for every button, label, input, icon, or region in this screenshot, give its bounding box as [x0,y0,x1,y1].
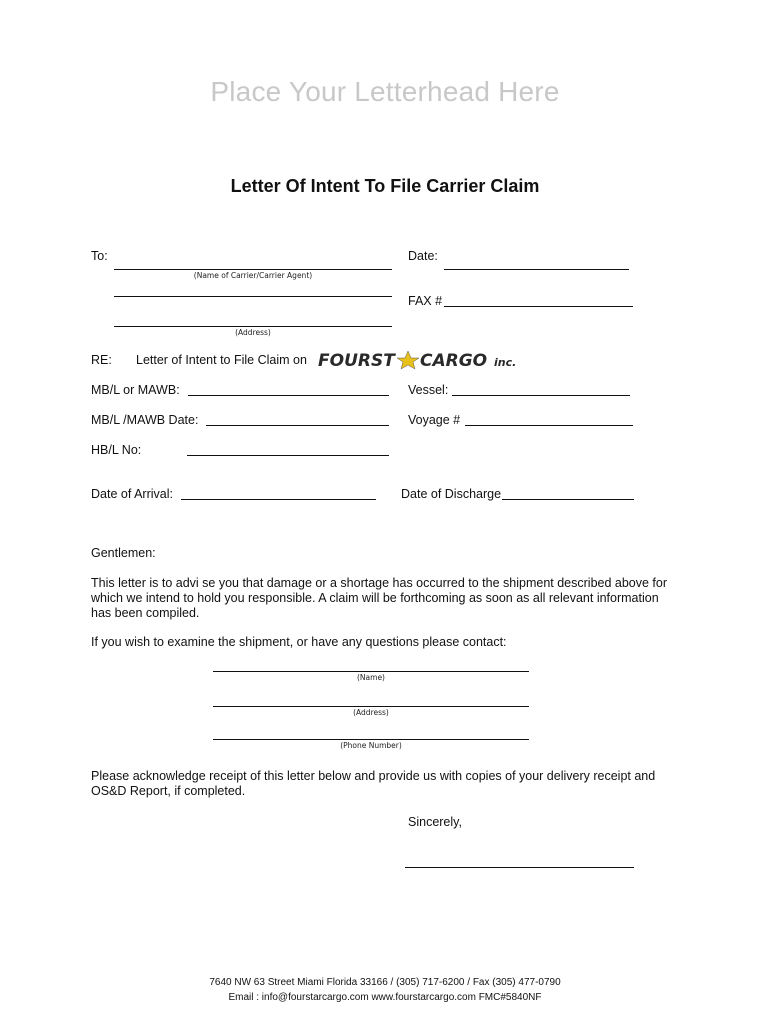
voyage-line[interactable] [465,425,633,426]
discharge-line[interactable] [502,499,634,500]
mbl-label: MB/L or MAWB: [91,383,180,397]
document-title: Letter Of Intent To File Carrier Claim [230,176,540,196]
letterhead-placeholder: Place Your Letterhead Here [210,76,560,107]
date-label: Date: [408,249,438,263]
arrival-line[interactable] [181,499,376,500]
contact-address-line[interactable] [213,706,529,707]
mbl-date-label: MB/L /MAWB Date: [91,413,199,427]
footer-address: 7640 NW 63 Street Miami Florida 33166 / (305) 717-6200 / Fax (305) 477-0790 [209,977,561,988]
re-text: Letter of Intent to File Claim on [136,353,307,367]
arrival-label: Date of Arrival: [91,487,173,501]
re-label: RE: [91,353,112,367]
address-line[interactable] [114,326,392,327]
paragraph-1-line-1: This letter is to advi se you that damage or a shortage has occurred to the shipment described above for [91,576,668,590]
address-caption: (Address) [235,328,271,337]
fourstar-cargo-logo [316,350,546,370]
hbl-line[interactable] [187,455,389,456]
voyage-label: Voyage # [408,413,461,427]
hbl-label: HB/L No: [91,443,142,457]
carrier-name-line[interactable] [114,269,392,270]
logo-text-left: FOURST [318,351,395,370]
paragraph-1-line-2: which we intend to hold you responsible. A claim will be forthcoming as soon as all relevant information [91,591,659,605]
paragraph-3-line-1: Please acknowledge receipt of this letter below and provide us with copies of your delivery receipt and [91,769,656,783]
discharge-label: Date of Discharge [401,487,502,501]
vessel-label: Vessel: [408,383,449,397]
signature-line[interactable] [405,867,634,868]
closing: Sincerely, [408,815,462,829]
contact-name-line[interactable] [213,671,529,672]
paragraph-3-line-2: OS&D Report, if completed. [91,784,246,798]
paragraph-2: If you wish to examine the shipment, or have any questions please contact: [91,635,507,649]
contact-phone-line[interactable] [213,739,529,740]
logo-suffix: inc. [494,356,517,369]
carrier-line-2[interactable] [114,296,392,297]
logo-text-right: CARGO [420,351,488,370]
footer-contact: Email : info@fourstarcargo.com www.fourstarcargo.com FMC#5840NF [228,992,542,1003]
mbl-date-line[interactable] [206,425,389,426]
fax-label: FAX # [408,294,443,308]
fax-line[interactable] [444,306,633,307]
contact-name-caption: (Name) [357,673,385,682]
salutation: Gentlemen: [91,546,156,560]
mbl-line[interactable] [188,395,389,396]
to-label: To: [91,249,108,263]
star-icon [397,351,419,369]
vessel-line[interactable] [452,395,630,396]
paragraph-1-line-3: has been compiled. [91,606,200,620]
date-line[interactable] [444,269,629,270]
contact-phone-caption: (Phone Number) [340,741,402,750]
carrier-name-caption: (Name of Carrier/Carrier Agent) [193,271,313,280]
contact-address-caption: (Address) [353,708,389,717]
